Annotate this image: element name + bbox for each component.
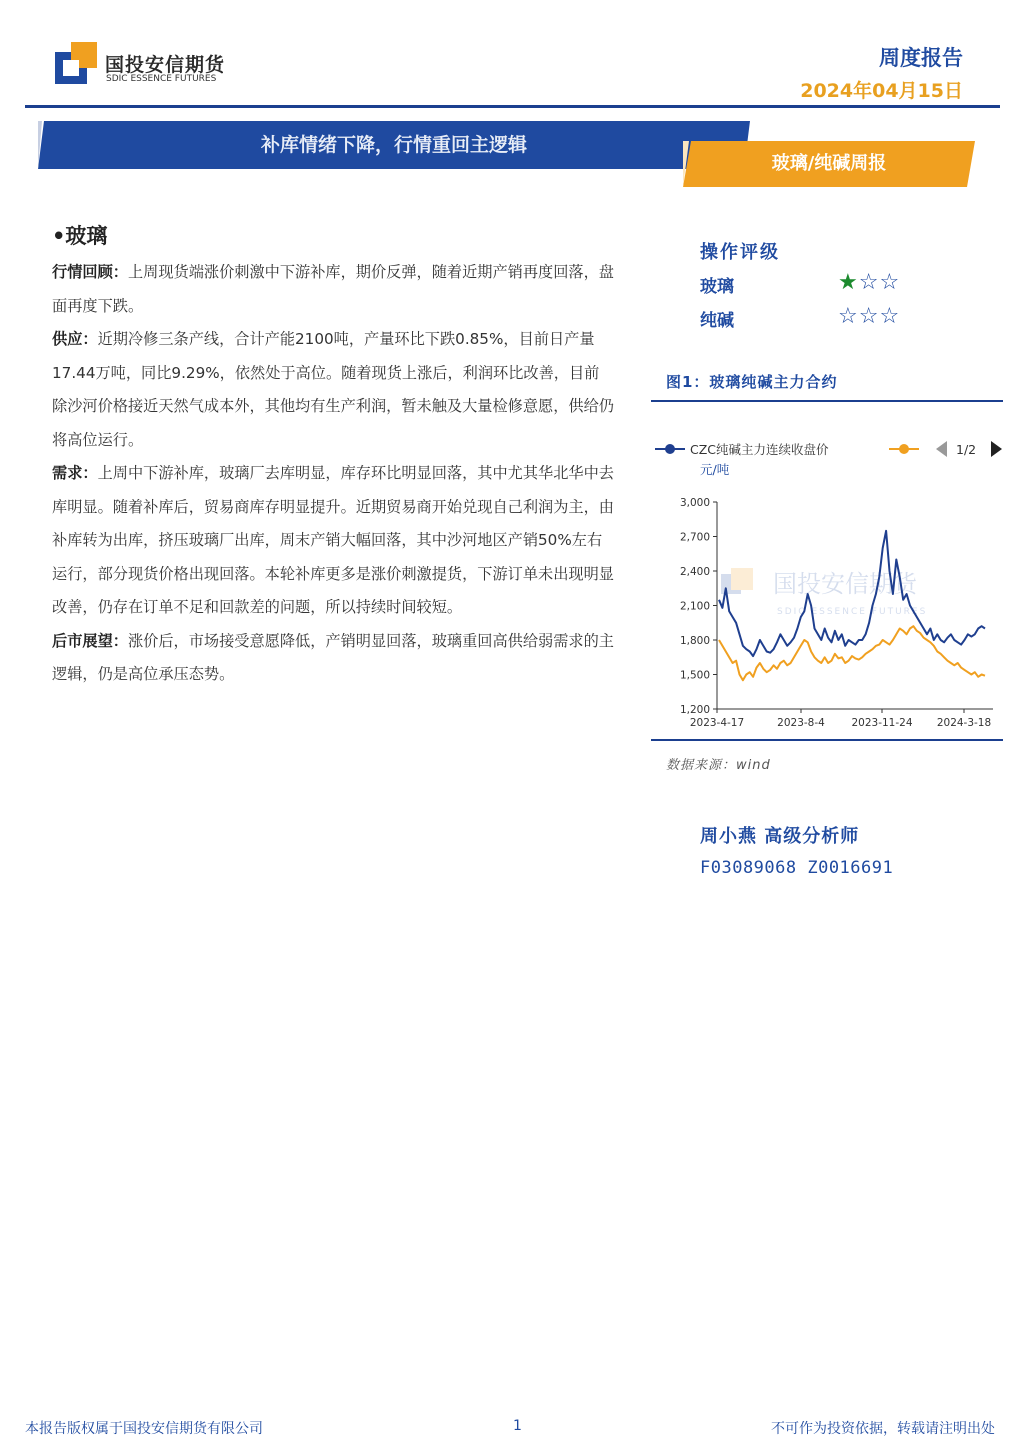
paragraph-label: 后市展望： [52,631,128,650]
y-tick-label: 2,400 [679,566,710,578]
logo-chinese-name: 国投安信期货 [105,54,226,76]
star-empty-icon: ☆ [858,304,880,329]
rating-title: 操作评级 [700,242,780,263]
chart-series [719,531,985,681]
rating-soda-stars [838,304,900,329]
legend-series2-marker [899,444,909,454]
category-text: 玻璃/纯碱周报 [771,153,887,174]
y-tick-label: 1,200 [679,704,710,716]
paragraph-text: 涨价后，市场接受意愿降低，产销明显回落，玻璃重回高供给弱需求的主逻辑，仍是高位承压态势。 [52,631,614,683]
y-tick-label: 1,500 [679,669,710,682]
footer-copyright: 本报告版权属于国投安信期货有限公司 [25,1421,263,1437]
y-tick-label: 3,000 [679,497,710,509]
x-tick-label: 2023-8-4 [777,717,825,729]
section-title: •玻璃 [52,224,108,248]
figure-divider-bottom [651,739,1003,741]
report-type: 周度报告 [879,46,963,70]
figure-title: 图1：玻璃纯碱主力合约 [666,373,838,391]
footer-disclaimer: 不可作为投资依据，转载请注明出处 [771,1421,995,1437]
paragraph-text: 上周现货端涨价刺激中下游补库，期价反弹，随着近期产销再度回落，盘面再度下跌。 [52,263,614,315]
paragraph-label: 行情回顾： [52,263,128,281]
paragraph-outlook [52,625,614,692]
watermark-en-text: SDIC ESSENCE FUTURES [777,607,928,617]
legend-series1-marker [665,444,675,454]
star-empty-icon: ☆ [858,270,880,295]
paragraph-review [52,256,614,323]
y-axis-unit: 元/吨 [700,462,730,477]
paragraph-label: 供应： [52,330,98,348]
rating-glass-label: 玻璃 [700,277,734,297]
x-tick-label: 2024-3-18 [936,717,992,729]
paragraph-text: 上周中下游补库，玻璃厂去库明显，库存环比明显回落，其中尤其华北华中去库明显。随着补库后，贸易商库存明显提升。近期贸易商开始兑现自己利润为主，由补库转为出库，挤压玻璃厂出库，周末产销大幅回落，其中沙河地区产销50%左右运行，部分现货价格出现回落。本轮补库更多是涨价刺激提货，下游订单未出现明显改善，仍存在订单不足和回款差的问题，所以持续时间较短。 [52,464,614,616]
headline-text: 补库情绪下降，行情重回主逻辑 [260,134,527,156]
star-empty-icon: ☆ [879,270,901,295]
report-date: 2024年04月15日 [800,80,963,102]
analyst-license: F03089068 Z0016691 [700,858,894,878]
star-filled-icon: ★ [838,270,859,295]
x-tick-label: 2023-4-17 [689,717,745,729]
y-tick-label: 1,800 [679,635,710,647]
report-body [52,256,614,692]
y-tick-label: 2,100 [679,600,710,613]
legend-series1-label: CZC纯碱主力连续收盘价 [690,442,829,457]
rating-glass-stars [838,270,900,295]
star-empty-icon: ☆ [838,304,859,329]
data-source: 数据来源：wind [666,758,771,773]
paragraph-text: 近期冷修三条产线，合计产能2100吨，产量环比下跌0.85%，目前日产量17.44万吨，同比9.29%，依然处于高位。随着现货上涨后，利润环比改善，目前除沙河价格接近天然气成本外，其他均有生产利润，暂未触及大量检修意愿，供给仍将高位运行。 [52,330,614,449]
paragraph-supply [52,323,614,457]
y-tick-label: 2,700 [679,531,710,544]
paragraph-demand [52,457,614,625]
analyst-name: 周小燕 高级分析师 [700,826,860,847]
star-empty-icon: ☆ [879,304,901,329]
footer-page-number: 1 [513,1418,522,1434]
watermark-text: 国投安信期货 [773,570,917,598]
header-divider [25,105,1000,108]
company-logo-icon [55,42,97,84]
rating-soda-label: 纯碱 [700,311,734,331]
figure-divider-top [651,400,1003,402]
price-line-chart [651,430,1003,736]
paragraph-label: 需求： [52,464,98,482]
legend-pager: 1/2 [956,442,977,457]
logo-english-name: SDIC ESSENCE FUTURES [106,74,217,84]
series-line-2 [719,626,985,680]
pager-prev-icon[interactable] [936,441,947,457]
x-tick-label: 2023-11-24 [851,717,913,729]
watermark [721,568,927,617]
pager-next-icon[interactable] [991,441,1002,457]
